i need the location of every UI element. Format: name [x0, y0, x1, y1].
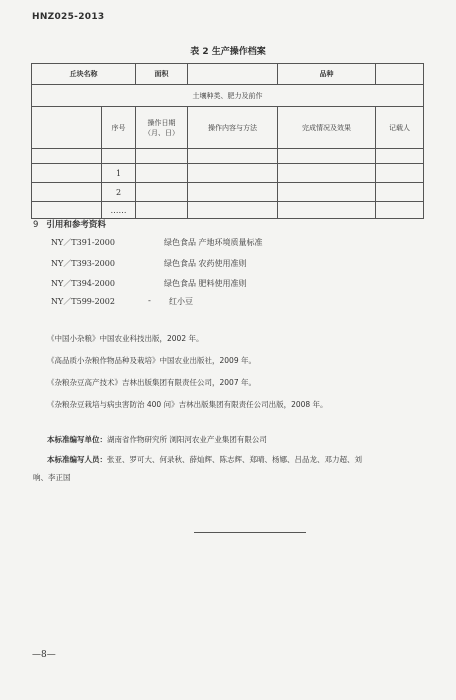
variety-value-cell	[376, 64, 424, 85]
bibliography-entry: 《杂粮杂豆高产技术》吉林出版集团有限责任公司，2007 年。	[47, 378, 256, 387]
table-row	[32, 149, 424, 164]
table-title: 表 2 生产操作档案	[190, 47, 266, 57]
row-number: ……	[102, 202, 136, 219]
production-record-table	[31, 63, 424, 219]
area-value-cell	[188, 64, 278, 85]
standard-code: NY／T393-2000	[51, 259, 115, 268]
row-number: 1	[102, 164, 136, 183]
standard-title: 绿色食品 肥料使用准则	[164, 279, 247, 288]
bibliography-entry: 《中国小杂粮》中国农业科技出版，2002 年。	[47, 334, 204, 343]
standard-title: 绿色食品 产地环境质量标准	[164, 238, 263, 247]
table-row	[32, 85, 424, 107]
bibliography-entry: 《高品质小杂粮作物品种及栽培》中国农业出版社，2009 年。	[47, 356, 256, 365]
soil-row-label: 土壤种类、肥力及前作	[32, 85, 424, 107]
blank-cell	[32, 107, 102, 149]
standard-code: NY／T391-2000	[51, 238, 115, 247]
table-header-row	[32, 107, 424, 149]
column-header-content: 操作内容与方法	[188, 107, 278, 149]
standard-code: NY／T394-2000	[51, 279, 115, 288]
standard-title: 红小豆	[169, 297, 193, 306]
table-row	[32, 64, 424, 85]
document-code: HNZ025-2013	[32, 12, 105, 22]
table-row	[32, 164, 424, 183]
bibliography-entry: 《杂粮杂豆栽培与病虫害防治 400 问》吉林出版集团有限责任公司出版，2008 年。	[47, 400, 328, 409]
drafting-persons-value: 张亚、罗可大、何录秋、薛灿辉、陈志辉、郑晴、杨娜、吕品龙、邓力超、刘	[107, 455, 362, 464]
section-heading	[33, 218, 106, 230]
column-header-seq: 序号	[102, 107, 136, 149]
area-label: 面积	[136, 64, 188, 85]
drafting-units-label: 本标准编写单位：	[47, 435, 107, 444]
section-title: 引用和参考资料	[46, 220, 106, 230]
standard-title: 绿色食品 农药使用准则	[164, 259, 247, 268]
end-rule	[194, 532, 306, 533]
date-header-line1: 操作日期	[147, 118, 176, 127]
section-number: 9	[33, 220, 39, 230]
column-header-date	[136, 107, 188, 149]
table-row	[32, 202, 424, 219]
date-header-line2: （月、日）	[144, 128, 179, 137]
drafting-units	[47, 434, 267, 445]
drafting-persons	[47, 454, 362, 465]
table-row	[32, 183, 424, 202]
column-header-result: 完成情况及效果	[278, 107, 376, 149]
column-header-recorder: 记载人	[376, 107, 424, 149]
plot-name-label: 丘块名称	[32, 64, 136, 85]
drafting-units-value: 湖南省作物研究所 浏阳河农业产业集团有限公司	[107, 435, 267, 444]
row-number: 2	[102, 183, 136, 202]
drafting-persons-label: 本标准编写人员：	[47, 455, 107, 464]
standard-code: NY／T599-2002	[51, 297, 115, 306]
page-number: —8—	[32, 650, 56, 660]
drafting-persons-continued: 响、李正国	[33, 473, 71, 482]
standard-dash: -	[148, 296, 151, 305]
variety-label: 品种	[278, 64, 376, 85]
